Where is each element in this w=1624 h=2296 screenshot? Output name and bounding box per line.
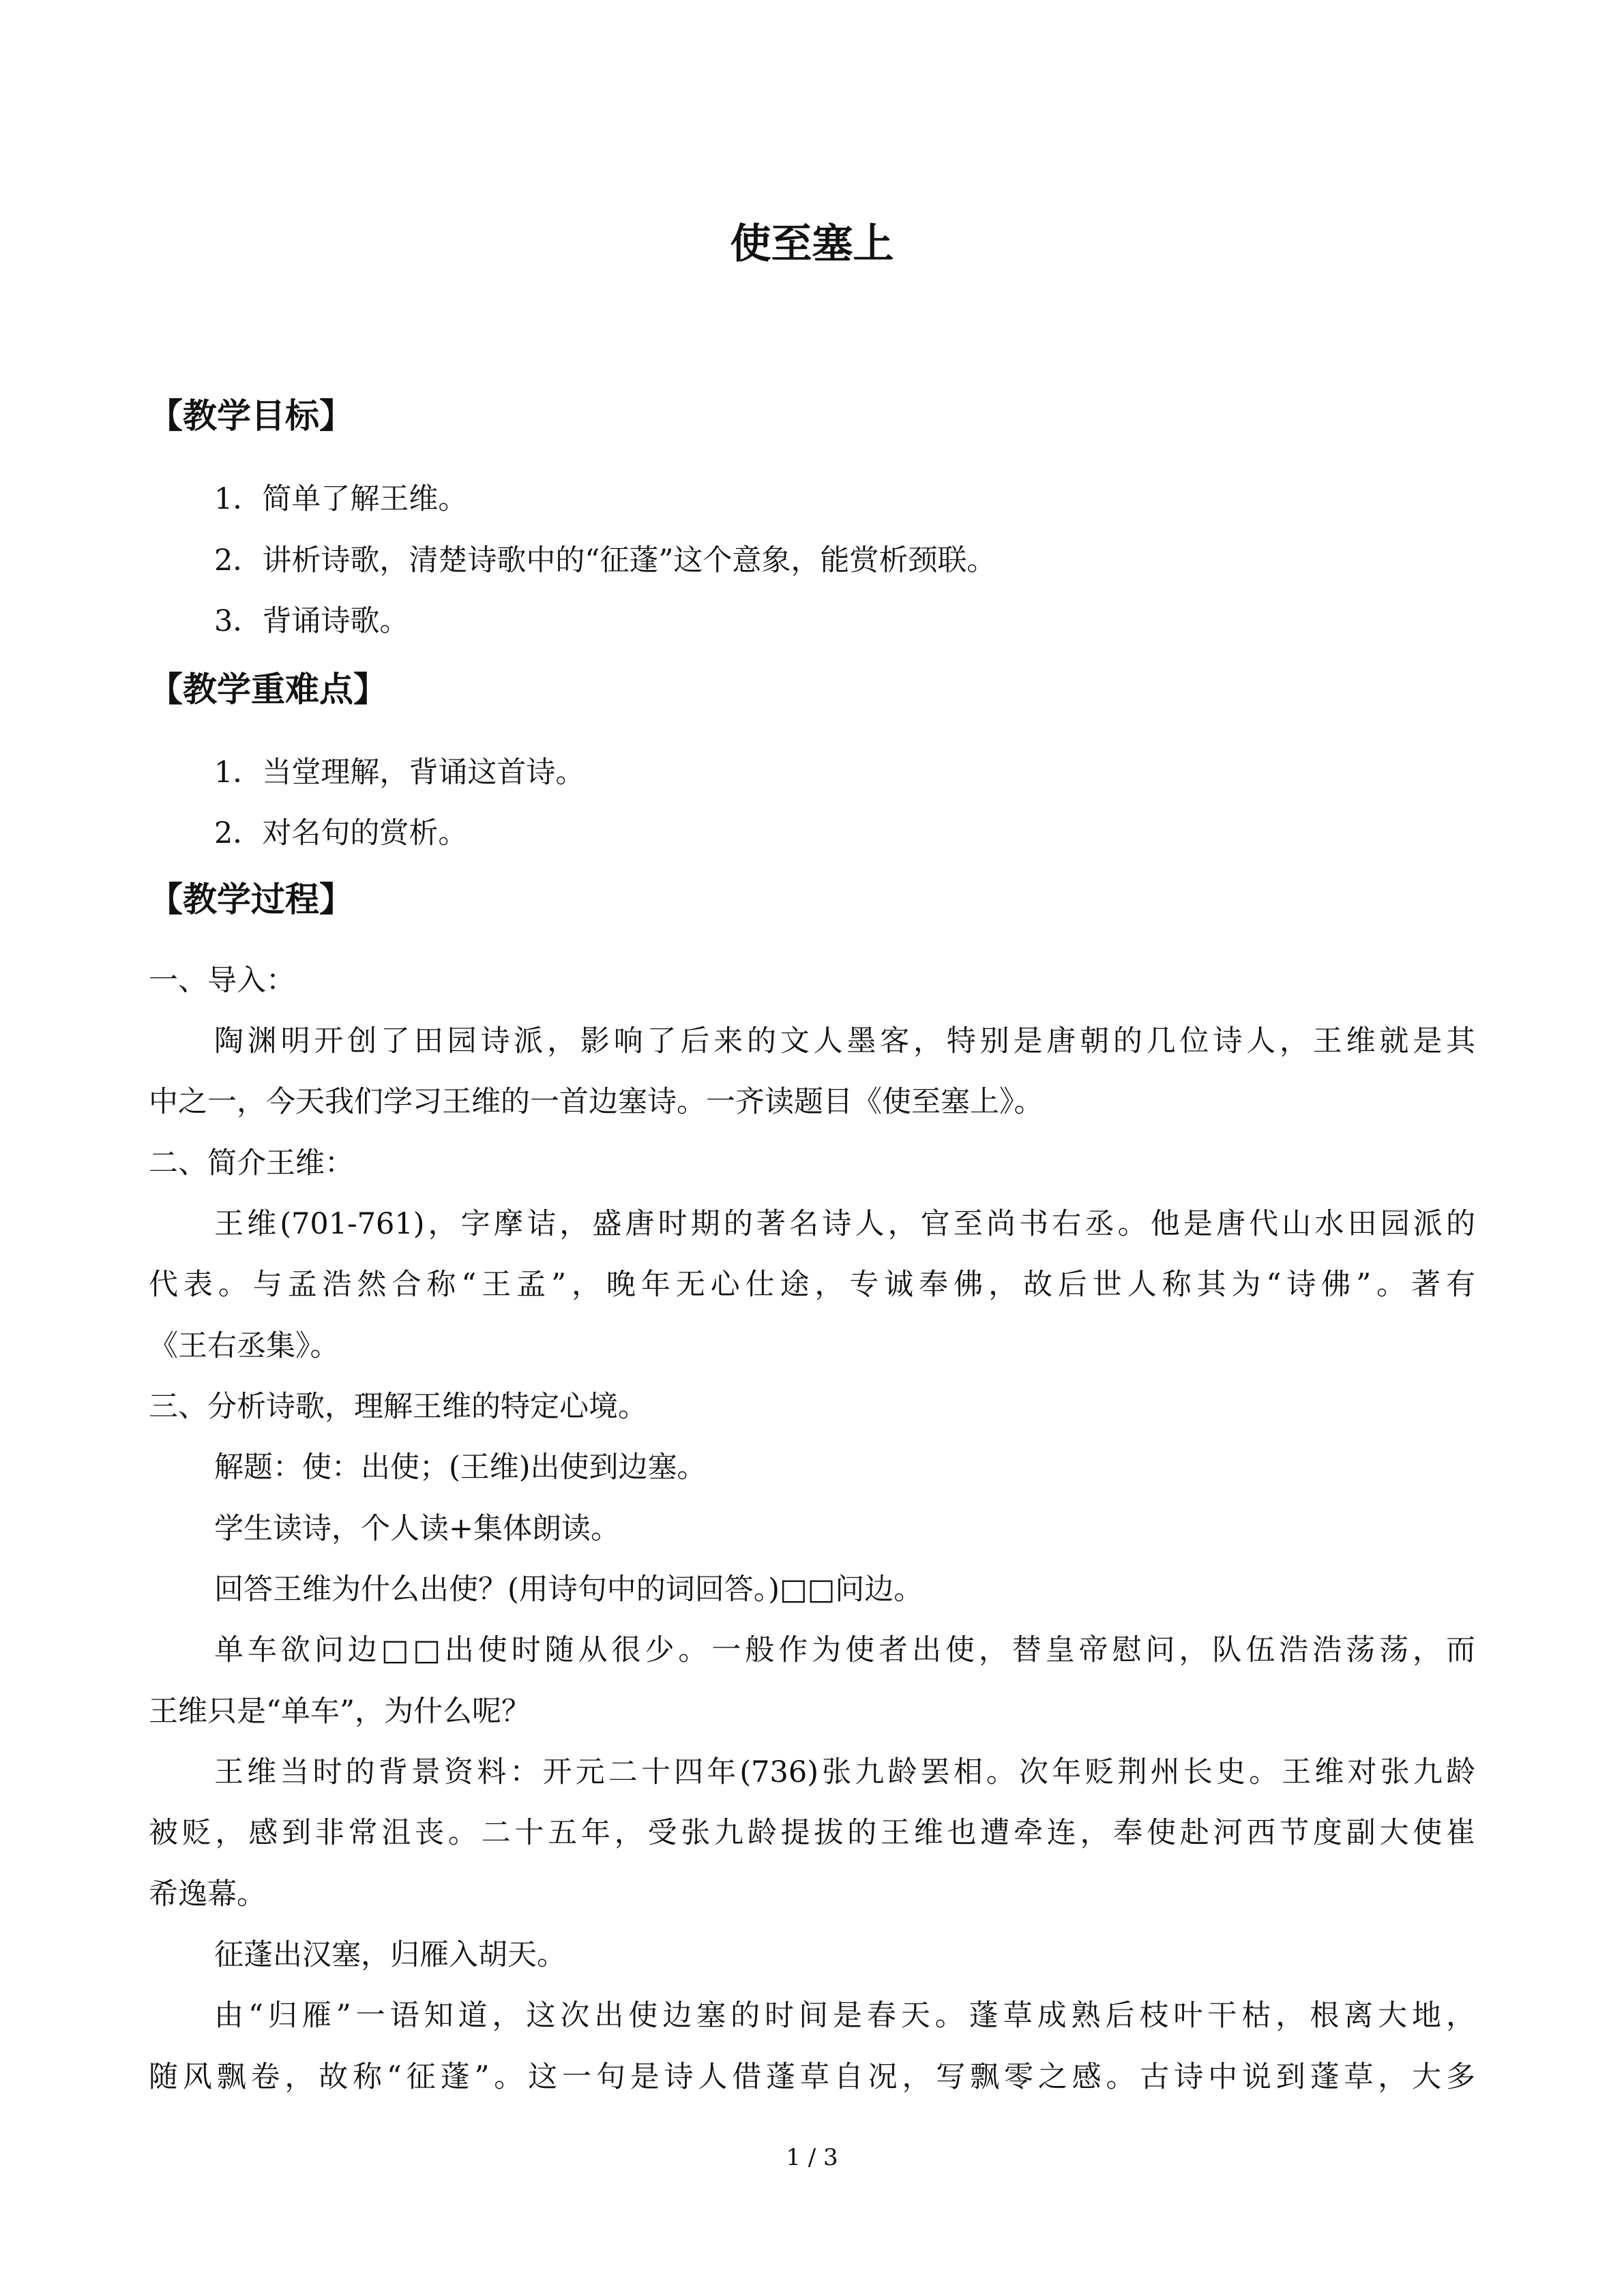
objective-item: 1．简单了解王维。 bbox=[214, 482, 468, 516]
process-paragraph-line: 随风飘卷，故称“征蓬”。这一句是诗人借蓬草自况，写飘零之感。古诗中说到蓬草，大多 bbox=[149, 2060, 1475, 2094]
process-paragraph-line: 陶渊明开创了田园诗派，影响了后来的文人墨客，特别是唐朝的几位诗人，王维就是其 bbox=[214, 1024, 1475, 1058]
key-point-item: 2．对名句的赏析。 bbox=[214, 816, 468, 850]
process-paragraph-line: 单车欲问边□□出使时随从很少。一般作为使者出使，替皇帝慰问，队伍浩浩荡荡，而 bbox=[214, 1633, 1475, 1667]
section-heading-objectives: 【教学目标】 bbox=[149, 396, 353, 436]
process-subheading: 二、简介王维： bbox=[149, 1146, 354, 1180]
process-paragraph-line: 解题：使：出使；(王维)出使到边塞。 bbox=[214, 1450, 707, 1485]
page-number: 1 / 3 bbox=[786, 2144, 838, 2171]
poem-line: 征蓬出汉塞，归雁入胡天。 bbox=[214, 1938, 566, 1972]
process-paragraph-line: 王维只是“单车”，为什么呢？ bbox=[149, 1695, 531, 1729]
process-paragraph-line: 由“归雁”一语知道，这次出使边塞的时间是春天。蓬草成熟后枝叶干枯，根离大地， bbox=[214, 1999, 1475, 2033]
key-point-item: 1．当堂理解，背诵这首诗。 bbox=[214, 756, 585, 790]
process-paragraph-line: 被贬，感到非常沮丧。二十五年，受张九龄提拔的王维也遭牵连，奉使赴河西节度副大使崔 bbox=[149, 1816, 1475, 1850]
process-paragraph-line: 回答王维为什么出使？(用诗句中的词回答。)□□问边。 bbox=[214, 1572, 924, 1607]
section-heading-process: 【教学过程】 bbox=[149, 880, 353, 919]
process-paragraph-line: 中之一，今天我们学习王维的一首边塞诗。一齐读题目《使至塞上》。 bbox=[149, 1085, 1044, 1119]
process-paragraph-line: 学生读诗，个人读+集体朗读。 bbox=[214, 1512, 621, 1546]
process-subheading: 三、分析诗歌，理解王维的特定心境。 bbox=[149, 1390, 647, 1424]
objective-item: 3．背诵诗歌。 bbox=[214, 604, 409, 638]
section-heading-key-points: 【教学重难点】 bbox=[149, 670, 387, 709]
objective-item: 2．讲析诗歌，清楚诗歌中的“征蓬”这个意象，能赏析颈联。 bbox=[214, 543, 996, 578]
process-paragraph-line: 代表。与孟浩然合称“王孟”，晚年无心仕途，专诚奉佛，故后世人称其为“诗佛”。著有 bbox=[149, 1268, 1475, 1302]
process-paragraph-line: 王维(701-761)，字摩诘，盛唐时期的著名诗人，官至尚书右丞。他是唐代山水田园派的 bbox=[214, 1207, 1475, 1241]
process-subheading: 一、导入： bbox=[149, 964, 295, 998]
process-paragraph-line: 《王右丞集》。 bbox=[149, 1329, 340, 1363]
document-title: 使至塞上 bbox=[730, 220, 894, 268]
process-paragraph-line: 希逸幕。 bbox=[149, 1877, 266, 1911]
process-paragraph-line: 王维当时的背景资料：开元二十四年(736)张九龄罢相。次年贬荆州长史。王维对张九龄 bbox=[214, 1755, 1475, 1789]
